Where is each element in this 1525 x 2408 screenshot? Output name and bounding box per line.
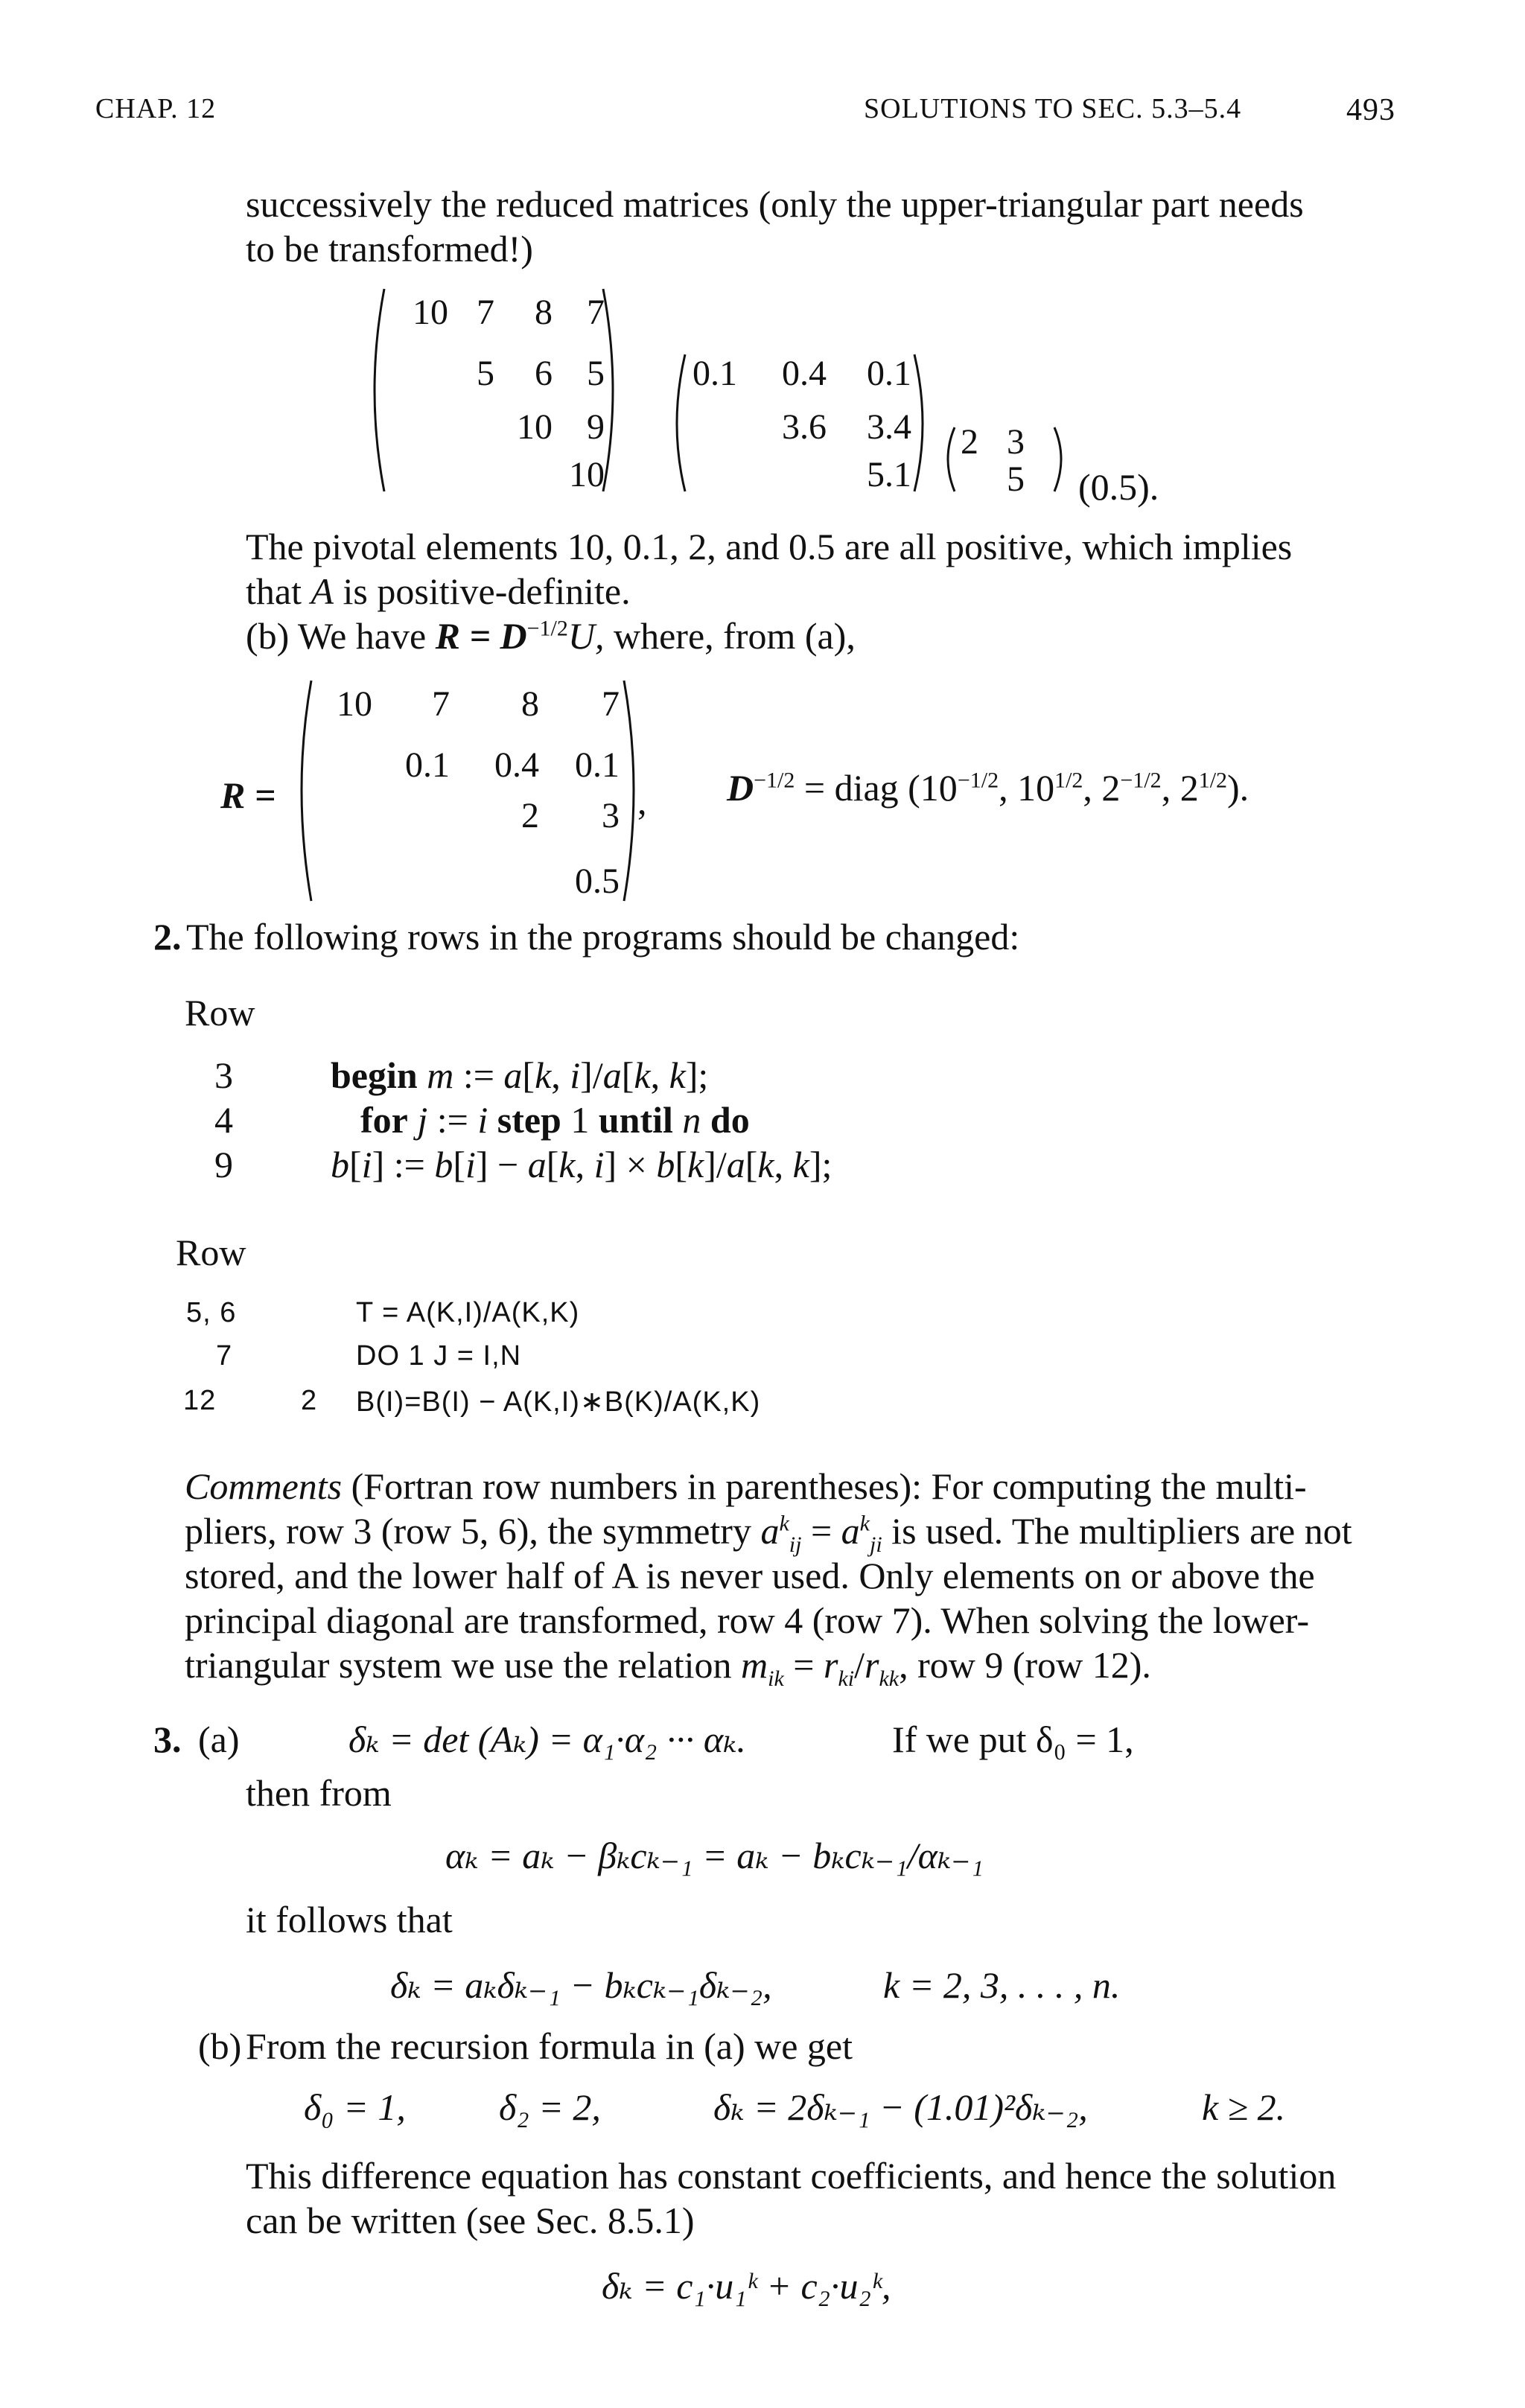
equation: δₖ = c₁·u₁ᵏ + c₂·u₂ᵏ,	[602, 2265, 891, 2307]
text-line: stored, and the lower half of A is never used. Only elements on or above the	[185, 1555, 1315, 1596]
matrix-scalar: (0.5).	[1078, 466, 1159, 508]
text-line: then from	[246, 1772, 392, 1814]
text-line: it follows that	[246, 1899, 453, 1940]
item-number: 2.	[153, 916, 182, 958]
matrix-cell: 5.1	[867, 455, 911, 494]
row-number: 3	[214, 1054, 233, 1096]
text-line: principal diagonal are transformed, row 4 (row 7). When solving the lower-	[185, 1599, 1310, 1641]
row-number: 7	[216, 1340, 233, 1372]
text-line: (b) We have $R = D^{-1/2}U$, where, from (a),	[246, 615, 856, 657]
row-number: 4	[214, 1099, 233, 1141]
text-line: The pivotal elements 10, 0.1, 2, and 0.5 are all positive, which implies	[246, 526, 1293, 567]
fortran-line: T = A(K,I)/A(K,K)	[356, 1297, 580, 1328]
code-line: for j := i step 1 until n do	[360, 1099, 750, 1141]
matrix-cell: 5	[1007, 459, 1025, 499]
matrix-cell: 3.4	[867, 407, 911, 447]
text-line: successively the reduced matrices (only the upper-triangular part needs	[246, 183, 1304, 225]
part-label: (b)	[198, 2025, 242, 2067]
d-equation: $D^{-1/2}$ = diag ($10^{-1/2}$, $10^{1/2}$, $2^{-1/2}$, $2^{1/2}$).	[727, 767, 1249, 809]
text-line: Comments (Fortran row numbers in parentheses): For computing the multi-	[185, 1465, 1307, 1507]
part-label: (a)	[198, 1719, 240, 1760]
row-header: Row	[185, 992, 255, 1033]
row-number: 12	[183, 1385, 217, 1416]
matrix-cell: 9	[587, 407, 605, 447]
matrix-parentheses	[0, 0, 1525, 566]
equation: k ≥ 2.	[1202, 2086, 1286, 2128]
text-line: pliers, row 3 (row 5, 6), the symmetry $a^k_{ij} = a^k_{ji}$ is used. The multipliers are not	[185, 1510, 1352, 1557]
matrix-cell: 0.1	[575, 745, 620, 785]
equation: k = 2, 3, . . . , n.	[883, 1964, 1121, 2006]
matrix-cell: 0.1	[693, 354, 737, 393]
equation: δₖ = aₖδₖ₋₁ − bₖcₖ₋₁δₖ₋₂,	[390, 1964, 772, 2006]
matrix-cell: 5	[587, 354, 605, 393]
code-line: begin m := a[k, i]/a[k, k];	[331, 1054, 709, 1096]
matrix-cell: 0.1	[867, 354, 911, 393]
matrix-cell: 3	[602, 796, 620, 835]
matrix-cell: 10	[337, 684, 372, 724]
text-line: From the recursion formula in (a) we get	[246, 2025, 853, 2067]
item-number: 3.	[153, 1719, 182, 1760]
matrix-cell: 10	[517, 407, 553, 447]
section-title: SOLUTIONS TO SEC. 5.3–5.4	[864, 93, 1242, 124]
matrix-cell: 10	[569, 455, 605, 494]
fortran-label: 2	[301, 1385, 318, 1416]
page-number: 493	[1346, 93, 1395, 127]
text-line: that A is positive-definite.	[246, 570, 631, 612]
matrix-cell: 7	[602, 684, 620, 724]
equation: If we put δ₀ = 1,	[892, 1719, 1134, 1760]
matrix-cell: 0.1	[405, 745, 450, 785]
row-header: Row	[176, 1232, 246, 1273]
matrix-cell: 2	[961, 422, 978, 462]
text-line: This difference equation has constant coefficients, and hence the solution	[246, 2155, 1337, 2197]
equation: δ₀ = 1,	[304, 2086, 406, 2128]
fortran-line: B(I)=B(I) − A(K,I)∗B(K)/A(K,K)	[356, 1386, 761, 1418]
fortran-line: DO 1 J = I,N	[356, 1340, 522, 1372]
matrix-cell: 7	[432, 684, 450, 724]
matrix-cell: 5	[477, 354, 494, 393]
row-number: 5, 6	[186, 1297, 237, 1328]
chapter-label: CHAP. 12	[95, 93, 217, 124]
text-line: to be transformed!)	[246, 228, 533, 270]
matrix-cell: 0.4	[782, 354, 827, 393]
matrix-cell: 10	[413, 293, 448, 332]
matrix-cell: 3.6	[782, 407, 827, 447]
equation: αₖ = aₖ − βₖcₖ₋₁ = aₖ − bₖcₖ₋₁/αₖ₋₁	[445, 1835, 984, 1876]
matrix-cell: 2	[521, 796, 539, 835]
code-line: b[i] := b[i] − a[k, i] × b[k]/a[k, k];	[331, 1144, 832, 1185]
comma: ,	[637, 780, 647, 822]
r-matrix-label: R =	[220, 774, 276, 816]
matrix-cell: 7	[477, 293, 494, 332]
equation: δ₂ = 2,	[499, 2086, 601, 2128]
row-number: 9	[214, 1144, 233, 1185]
matrix-cell: 0.4	[494, 745, 539, 785]
matrix-cell: 0.5	[575, 861, 620, 901]
matrix-cell: 7	[587, 293, 605, 332]
text-line: triangular system we use the relation $m_{ik} = r_{ki}/r_{kk}$, row 9 (row 12).	[185, 1644, 1151, 1691]
matrix-cell: 6	[535, 354, 553, 393]
text-line: The following rows in the programs should be changed:	[186, 916, 1020, 958]
equation: δₖ = 2δₖ₋₁ − (1.01)²δₖ₋₂,	[713, 2086, 1088, 2128]
equation: δₖ = det (Aₖ) = α₁·α₂ ··· αₖ.	[348, 1719, 746, 1760]
matrix-cell: 8	[521, 684, 539, 724]
matrix-cell: 8	[535, 293, 553, 332]
text-line: can be written (see Sec. 8.5.1)	[246, 2200, 695, 2241]
matrix-cell: 3	[1007, 422, 1025, 462]
